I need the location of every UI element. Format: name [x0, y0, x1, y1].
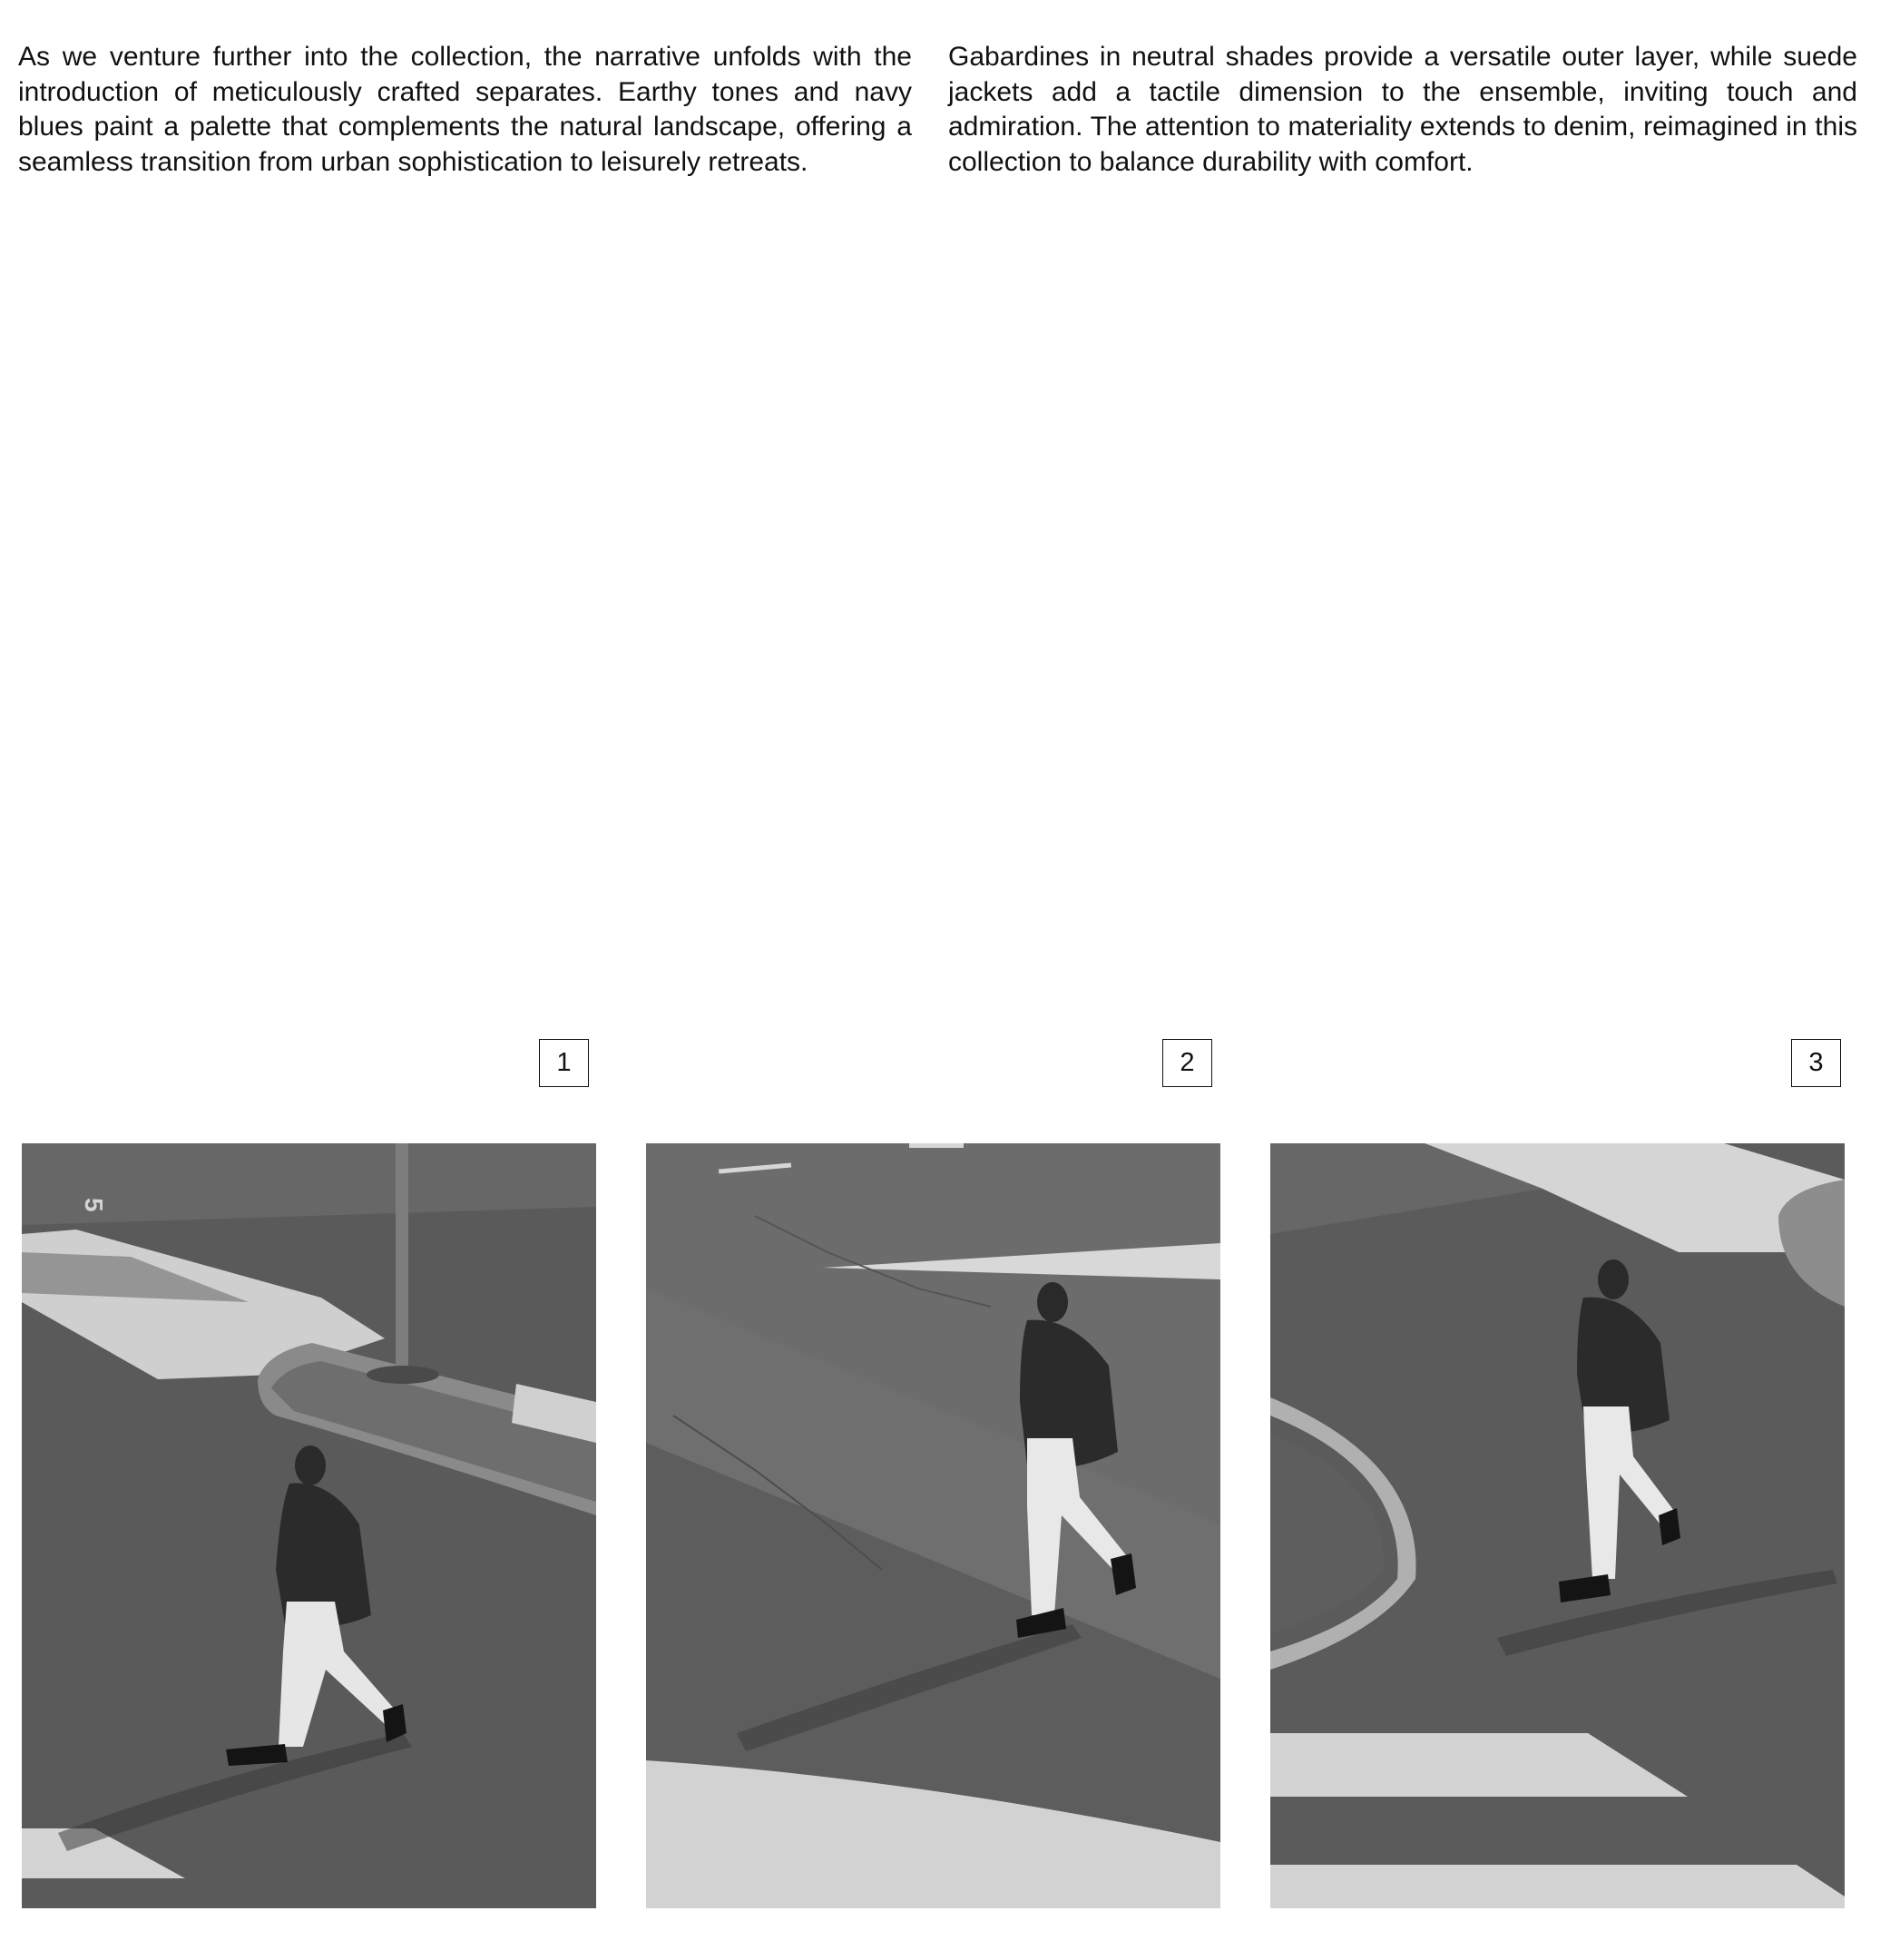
painted-street-number: 5: [80, 1198, 108, 1212]
photo-2-street-walk: [646, 1143, 1220, 1908]
photo-number-label-1: 1: [539, 1039, 589, 1087]
photo-1-street-walk: [22, 1143, 596, 1908]
photo-number-label-2: 2: [1162, 1039, 1212, 1087]
photo-number-label-3: 3: [1791, 1039, 1841, 1087]
intro-paragraph-left: As we venture further into the collection, the narrative unfolds with the introduction of meticulously crafted separates. Earthy tones and navy blues paint a palette that complements the natural landscape, offering a seamless transition from urban sophistication to leisurely retreats.: [18, 42, 912, 177]
intro-paragraph-right: Gabardines in neutral shades provide a versatile outer layer, while suede jackets add a tactile dimension to the ensemble, inviting touch and admiration. The attention to materiality extends to denim, reimagined in this collection to balance durability with comfort.: [948, 42, 1857, 177]
photo-3-street-walk: [1270, 1143, 1845, 1908]
